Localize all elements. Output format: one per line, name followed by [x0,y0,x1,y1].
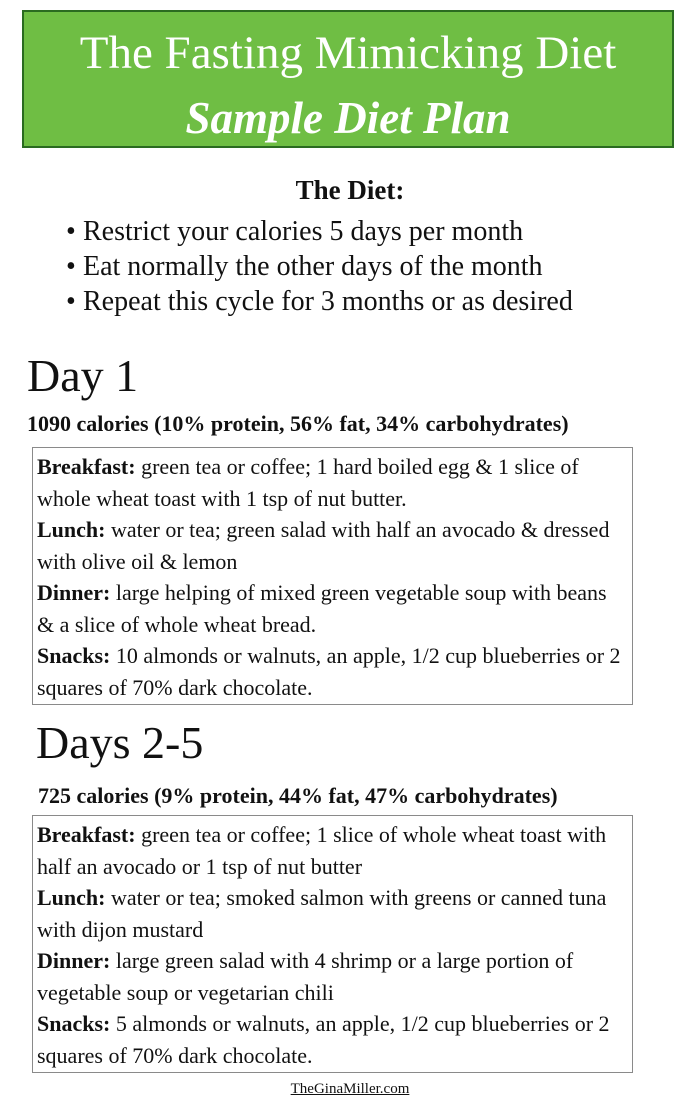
meal-text: 10 almonds or walnuts, an apple, 1/2 cup blueberries or 2 squares of 70% dark chocolate. [37,643,621,700]
meal-dinner [37,945,628,1008]
meal-text: water or tea; green salad with half an avocado & dressed with olive oil & lemon [37,517,610,574]
meal-snacks [37,1008,628,1071]
intro-bullet-list [66,214,573,319]
meal-snacks [37,640,628,703]
meal-text: green tea or coffee; 1 slice of whole wheat toast with half an avocado or 1 tsp of nut butter [37,822,607,879]
meal-text: large green salad with 4 shrimp or a large portion of vegetable soup or vegetarian chili [37,948,574,1005]
page-title: The Fasting Mimicking Diet [79,27,617,79]
meal-breakfast [37,819,628,882]
title-banner [22,10,674,148]
bullet-text: Repeat this cycle for 3 months or as desired [83,286,573,317]
days-2-5-calories: 725 calories (9% protein, 44% fat, 47% carbohydrates) [38,783,558,808]
bullet-icon: • [66,251,76,282]
meal-breakfast [37,451,628,514]
day-1-meal-box [32,447,633,705]
meal-label: Breakfast: [37,822,136,847]
page-subtitle: Sample Diet Plan [185,93,511,143]
meal-text: green tea or coffee; 1 hard boiled egg & 1 slice of whole wheat toast with 1 tsp of nut butter. [37,454,579,511]
meal-label: Lunch: [37,517,106,542]
meal-text: large helping of mixed green vegetable soup with beans & a slice of whole wheat bread. [37,580,607,637]
meal-label: Dinner: [37,580,111,605]
meal-label: Snacks: [37,643,111,668]
meal-label: Dinner: [37,948,111,973]
day-1-calories: 1090 calories (10% protein, 56% fat, 34% carbohydrates) [27,411,569,436]
meal-lunch [37,882,628,945]
days-2-5-title: Days 2-5 [36,717,204,768]
meal-label: Lunch: [37,885,106,910]
meal-label: Breakfast: [37,454,136,479]
meal-label: Snacks: [37,1011,111,1036]
bullet-icon: • [66,216,76,247]
intro-heading: The Diet: [295,175,405,205]
bullet-icon: • [66,286,76,317]
list-item [66,284,573,319]
meal-dinner [37,577,628,640]
meal-text: 5 almonds or walnuts, an apple, 1/2 cup blueberries or 2 squares of 70% dark chocolate. [37,1011,610,1068]
bullet-text: Eat normally the other days of the month [83,251,543,282]
days-2-5-meal-box [32,815,633,1073]
meal-text: water or tea; smoked salmon with greens or canned tuna with dijon mustard [37,885,607,942]
day-1-title: Day 1 [27,350,139,401]
list-item [66,249,573,284]
meal-lunch [37,514,628,577]
bullet-text: Restrict your calories 5 days per month [83,216,524,247]
source-link[interactable]: TheGinaMiller.com [290,1081,410,1097]
list-item [66,214,573,249]
